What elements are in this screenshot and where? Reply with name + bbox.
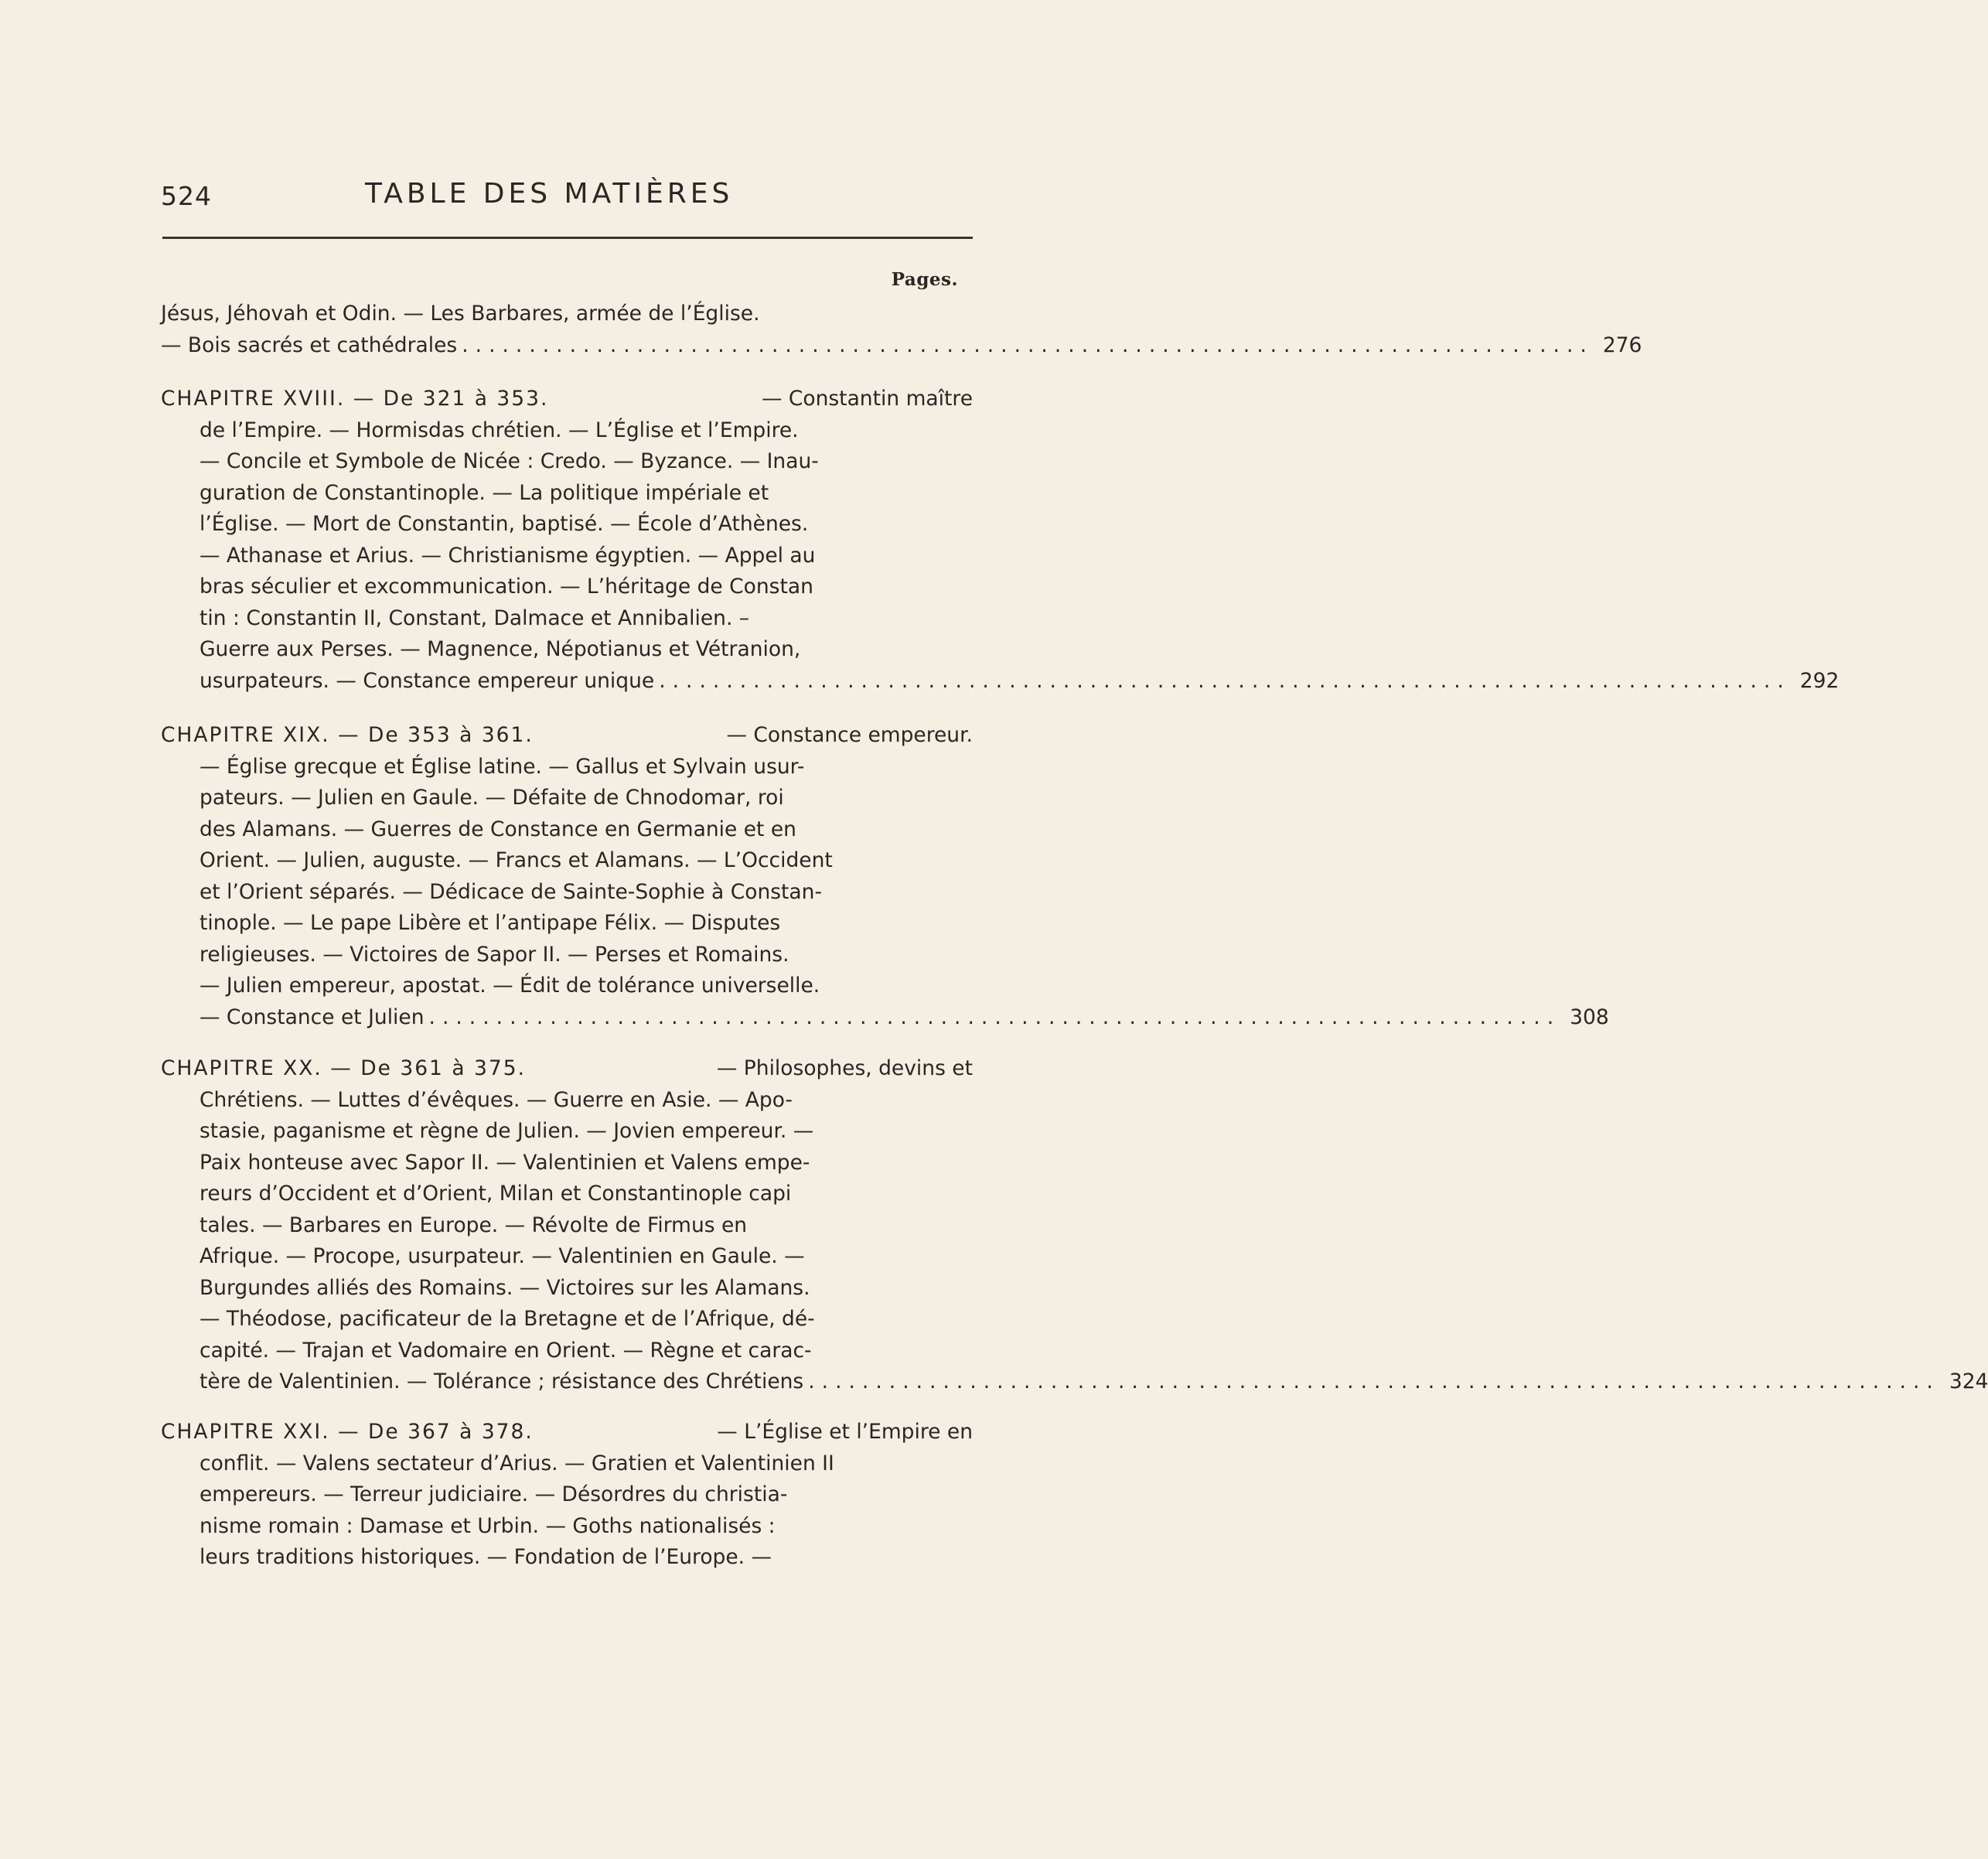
toc-last-line: — Bois sacrés et cathédrales .................................................................................... 276 [161,330,973,362]
toc-line: tin : Constantin II, Constant, Dalmace et Annibalien. – [199,605,750,630]
chapter-heading: CHAPITRE XX. — De 361 à 375. [161,1056,527,1080]
dot-leader: .................................................................................... [659,668,1791,693]
toc-page-ref: 308 [1570,1005,1609,1029]
toc-last-line: usurpateurs. — Constance empereur unique .................................................................................... 292 [161,666,973,698]
chapter-heading: CHAPITRE XXI. — De 367 à 378. [161,1420,534,1444]
toc-last-line: — Constance et Julien .................................................................................... 308 [161,1002,973,1034]
toc-entry-chapter-xxi [161,1417,973,1574]
toc-page-ref: 324 [1949,1370,1988,1393]
toc-line: — Athanase et Arius. — Christianisme égyptien. — Appel au [199,543,816,568]
toc-page-ref: 292 [1799,668,1840,693]
toc-entry-chapter-xx [161,1053,1988,1398]
toc-line: conflit. — Valens sectateur d’Arius. — Gratien et Valentinien II [199,1451,834,1475]
toc-line: — Théodose, pacificateur de la Bretagne et de l’Afrique, dé- [199,1307,815,1331]
toc-line: pateurs. — Julien en Gaule. — Défaite de Chnodomar, roi [199,786,784,810]
pages-label: Pages. [891,269,958,290]
dot-leader: .................................................................................... [462,333,1594,357]
toc-entry-chapter-xix [161,720,1609,1033]
chapter-heading: CHAPITRE XIX. — De 353 à 361. [161,723,534,747]
toc-line: des Alamans. — Guerres de Constance en Germanie et en [199,817,796,841]
toc-line: de l’Empire. — Hormisdas chrétien. — L’Église et l’Empire. [199,418,799,442]
toc-line: reurs d’Occident et d’Orient, Milan et Constantinople capi [199,1182,792,1206]
toc-line: CHAPITRE XX. — De 361 à 375. — Philosophes, devins et [161,1053,973,1085]
toc-line: tinople. — Le pape Libère et l’antipape Félix. — Disputes [199,911,781,935]
page-number: 524 [161,181,212,211]
toc-line: stasie, paganisme et règne de Julien. — Jovien empereur. — [199,1119,814,1143]
toc-last-line: tère de Valentinien. — Tolérance ; résistance des Chrétiens .................................................................................... 324 [161,1366,973,1398]
toc-line: Guerre aux Perses. — Magnence, Népotianus et Vétranion, [199,637,801,661]
toc-entry-chapter-xviii [161,384,1840,697]
toc-line: Afrique. — Procope, usurpateur. — Valentinien en Gaule. — [199,1244,805,1268]
toc-line: Burgundes alliés des Romains. — Victoires sur les Alamans. [199,1275,810,1300]
toc-line: capité. — Trajan et Vadomaire en Orient. — Règne et carac- [199,1338,812,1363]
toc-page-ref: 276 [1602,333,1642,357]
toc-line: nisme romain : Damase et Urbin. — Goths nationalisés : [199,1513,776,1538]
toc-line: l’Église. — Mort de Constantin, baptisé. — École d’Athènes. [199,512,809,536]
toc-line: CHAPITRE XVIII. — De 321 à 353. — Constantin maître [161,384,973,415]
toc-line: Paix honteuse avec Sapor II. — Valentinien et Valens empe- [199,1150,810,1175]
toc-line: empereurs. — Terreur judiciaire. — Désordres du christia- [199,1482,788,1506]
running-title: TABLE DES MATIÈRES [365,178,734,210]
toc-line: leurs traditions historiques. — Fondation de l’Europe. — [199,1545,772,1569]
toc-line: CHAPITRE XIX. — De 353 à 361. — Constance empereur. [161,720,973,752]
header-rule [162,237,973,239]
toc-line: — Julien empereur, apostat. — Édit de tolérance universelle. [199,974,820,998]
toc-line: tales. — Barbares en Europe. — Révolte de Firmus en [199,1213,748,1237]
toc-line: guration de Constantinople. — La politique impériale et [199,480,769,505]
toc-line: — Concile et Symbole de Nicée : Credo. — Byzance. — Inau- [199,449,819,473]
toc-line: Jésus, Jéhovah et Odin. — Les Barbares, armée de l’Église. [161,302,760,326]
toc-entry-continuation [161,298,1642,361]
chapter-heading: CHAPITRE XVIII. — De 321 à 353. [161,387,549,411]
toc-line: CHAPITRE XXI. — De 367 à 378. — L’Église et l’Empire en [161,1417,973,1448]
toc-line: Orient. — Julien, auguste. — Francs et Alamans. — L’Occident [199,848,833,872]
toc-line: et l’Orient séparés. — Dédicace de Sainte-Sophie à Constan- [199,879,823,904]
toc-line: Chrétiens. — Luttes d’évêques. — Guerre en Asie. — Apo- [199,1087,793,1112]
toc-line: — Église grecque et Église latine. — Gallus et Sylvain usur- [199,754,805,779]
toc-line: bras séculier et excommunication. — L’héritage de Constan [199,575,813,599]
toc-line: religieuses. — Victoires de Sapor II. — Perses et Romains. [199,942,789,967]
dot-leader: .................................................................................... [428,1005,1561,1029]
dot-leader: .................................................................................... [808,1370,1940,1393]
